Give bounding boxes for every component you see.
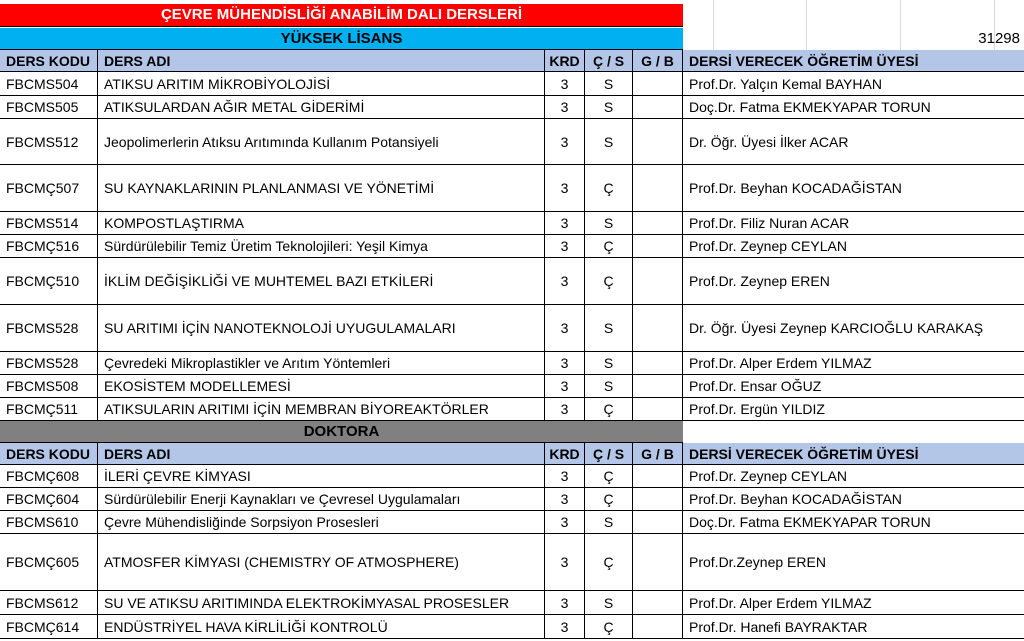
table-cell-krd: 3 <box>545 235 585 258</box>
table-cell-name: SU KAYNAKLARININ PLANLANMASI VE YÖNETİMİ <box>98 165 545 212</box>
gridline <box>713 0 714 50</box>
table-cell-krd: 3 <box>545 165 585 212</box>
table-cell-cs: Ç <box>585 398 633 421</box>
table-cell-teacher: Prof.Dr. Zeynep EREN <box>683 258 1024 305</box>
table-cell-krd: 3 <box>545 119 585 165</box>
table-cell-gb <box>633 96 683 119</box>
table-cell-teacher: Dr. Öğr. Üyesi Zeynep KARCIOĞLU KARAKAŞ <box>683 305 1024 352</box>
table-cell-gb <box>633 235 683 258</box>
table-cell-code: FBCMS514 <box>0 212 98 235</box>
table-cell-teacher: Prof.Dr. Ergün YILDIZ <box>683 398 1024 421</box>
table-cell-krd: 3 <box>545 305 585 352</box>
table-cell-teacher: Dr. Öğr. Üyesi İlker ACAR <box>683 119 1024 165</box>
table-cell-gb <box>633 488 683 511</box>
table-cell-cs: Ç <box>585 488 633 511</box>
document-number: 31298 <box>978 30 1020 47</box>
table-cell-code: FBCMS610 <box>0 511 98 534</box>
table-cell-krd: 3 <box>545 591 585 615</box>
table-cell-name: SU ARITIMI İÇİN NANOTEKNOLOJİ UYUGULAMALARI <box>98 305 545 352</box>
table-cell-name: Çevre Mühendisliğinde Sorpsiyon Prosesleri <box>98 511 545 534</box>
table-cell-code: FBCMS504 <box>0 72 98 96</box>
table-cell-teacher: Prof.Dr. Beyhan KOCADAĞİSTAN <box>683 165 1024 212</box>
table-cell-teacher: Prof.Dr. Alper Erdem YILMAZ <box>683 352 1024 375</box>
column-header-gb: G / B <box>633 443 683 465</box>
table-cell-name: EKOSİSTEM MODELLEMESİ <box>98 375 545 398</box>
table-cell-code: FBCMS612 <box>0 591 98 615</box>
column-header-krd: KRD <box>545 443 585 465</box>
column-header-name: DERS ADI <box>98 443 545 465</box>
table-cell-teacher: Prof.Dr. Beyhan KOCADAĞİSTAN <box>683 488 1024 511</box>
table-cell-code: FBCMS508 <box>0 375 98 398</box>
table-cell-code: FBCMÇ608 <box>0 465 98 488</box>
table-cell-krd: 3 <box>545 96 585 119</box>
table-cell-code: FBCMS505 <box>0 96 98 119</box>
table-cell-gb <box>633 305 683 352</box>
table-cell-cs: S <box>585 212 633 235</box>
table-cell-krd: 3 <box>545 258 585 305</box>
column-header-code: DERS KODU <box>0 50 98 72</box>
column-header-krd: KRD <box>545 50 585 72</box>
table-cell-code: FBCMS528 <box>0 352 98 375</box>
column-header-name: DERS ADI <box>98 50 545 72</box>
table-cell-code: FBCMÇ516 <box>0 235 98 258</box>
table-cell-cs: S <box>585 72 633 96</box>
section-header-doktora: DOKTORA <box>0 421 683 443</box>
table-cell-cs: Ç <box>585 165 633 212</box>
table-cell-krd: 3 <box>545 615 585 639</box>
table-cell-code: FBCMÇ511 <box>0 398 98 421</box>
table-cell-gb <box>633 119 683 165</box>
table-cell-cs: S <box>585 96 633 119</box>
column-header-cs: Ç / S <box>585 443 633 465</box>
table-cell-name: ATIKSULARDAN AĞIR METAL GİDERİMİ <box>98 96 545 119</box>
table-cell-code: FBCMÇ507 <box>0 165 98 212</box>
table-cell-krd: 3 <box>545 212 585 235</box>
section-header-yuksek-lisans: YÜKSEK LİSANS <box>0 28 683 50</box>
sheet-title: ÇEVRE MÜHENDİSLİĞİ ANABİLİM DALI DERSLERİ <box>0 4 683 27</box>
column-header-cs: Ç / S <box>585 50 633 72</box>
table-cell-cs: S <box>585 352 633 375</box>
table-cell-krd: 3 <box>545 352 585 375</box>
table-cell-krd: 3 <box>545 72 585 96</box>
table-cell-cs: S <box>585 511 633 534</box>
table-cell-gb <box>633 375 683 398</box>
table-cell-name: ENDÜSTRİYEL HAVA KİRLİLİĞİ KONTROLÜ <box>98 615 545 639</box>
gridline <box>900 0 901 50</box>
table-cell-gb <box>633 72 683 96</box>
table-cell-gb <box>633 165 683 212</box>
table-cell-gb <box>633 352 683 375</box>
column-header-gb: G / B <box>633 50 683 72</box>
table-cell-gb <box>633 511 683 534</box>
table-cell-name: Çevredeki Mikroplastikler ve Arıtım Yöntemleri <box>98 352 545 375</box>
table-cell-cs: Ç <box>585 258 633 305</box>
table-cell-code: FBCMS528 <box>0 305 98 352</box>
table-cell-gb <box>633 212 683 235</box>
table-cell-teacher: Prof.Dr. Filiz Nuran ACAR <box>683 212 1024 235</box>
table-cell-teacher: Prof.Dr. Ensar OĞUZ <box>683 375 1024 398</box>
table-cell-teacher: Prof.Dr. Zeynep CEYLAN <box>683 465 1024 488</box>
table-cell-teacher: Prof.Dr.Zeynep EREN <box>683 534 1024 591</box>
table-cell-code: FBCMÇ604 <box>0 488 98 511</box>
table-cell-name: ATIKSULARIN ARITIMI İÇİN MEMBRAN BİYOREAKTÖRLER <box>98 398 545 421</box>
table-cell-cs: S <box>585 119 633 165</box>
table-cell-code: FBCMÇ614 <box>0 615 98 639</box>
table-cell-teacher: Prof.Dr. Yalçın Kemal BAYHAN <box>683 72 1024 96</box>
table-cell-cs: S <box>585 591 633 615</box>
table-cell-krd: 3 <box>545 465 585 488</box>
table-cell-name: İLERİ ÇEVRE KİMYASI <box>98 465 545 488</box>
table-cell-teacher: Prof.Dr. Alper Erdem YILMAZ <box>683 591 1024 615</box>
table-cell-name: Jeopolimerlerin Atıksu Arıtımında Kullanım Potansiyeli <box>98 119 545 165</box>
table-cell-teacher: Prof.Dr. Zeynep CEYLAN <box>683 235 1024 258</box>
table-cell-gb <box>633 534 683 591</box>
table-cell-name: Sürdürülebilir Temiz Üretim Teknolojileri: Yeşil Kimya <box>98 235 545 258</box>
table-cell-cs: S <box>585 375 633 398</box>
table-cell-name: KOMPOSTLAŞTIRMA <box>98 212 545 235</box>
table-cell-cs: Ç <box>585 615 633 639</box>
table-cell-name: SU VE ATIKSU ARITIMINDA ELEKTROKİMYASAL PROSESLER <box>98 591 545 615</box>
table-cell-teacher: Prof.Dr. Hanefi BAYRAKTAR <box>683 615 1024 639</box>
table-cell-teacher: Doç.Dr. Fatma EKMEKYAPAR TORUN <box>683 511 1024 534</box>
table-cell-name: ATIKSU ARITIM MİKROBİYOLOJİSİ <box>98 72 545 96</box>
table-cell-gb <box>633 615 683 639</box>
table-cell-cs: Ç <box>585 235 633 258</box>
table-cell-code: FBCMS512 <box>0 119 98 165</box>
column-header-code: DERS KODU <box>0 443 98 465</box>
table-cell-krd: 3 <box>545 375 585 398</box>
table-cell-teacher: Doç.Dr. Fatma EKMEKYAPAR TORUN <box>683 96 1024 119</box>
table-cell-cs: Ç <box>585 465 633 488</box>
table-cell-cs: S <box>585 305 633 352</box>
table-cell-gb <box>633 258 683 305</box>
table-cell-cs: Ç <box>585 534 633 591</box>
table-cell-krd: 3 <box>545 511 585 534</box>
table-cell-gb <box>633 465 683 488</box>
table-cell-krd: 3 <box>545 534 585 591</box>
column-header-teacher: DERSİ VERECEK ÖĞRETİM ÜYESİ <box>683 443 1024 465</box>
table-cell-gb <box>633 591 683 615</box>
table-cell-gb <box>633 398 683 421</box>
table-cell-name: ATMOSFER KİMYASI (CHEMISTRY OF ATMOSPHERE) <box>98 534 545 591</box>
table-cell-name: İKLİM DEĞİŞİKLİĞİ VE MUHTEMEL BAZI ETKİLERİ <box>98 258 545 305</box>
table-cell-krd: 3 <box>545 488 585 511</box>
table-cell-krd: 3 <box>545 398 585 421</box>
gridline <box>806 0 807 50</box>
column-header-teacher: DERSİ VERECEK ÖĞRETİM ÜYESİ <box>683 50 1024 72</box>
table-cell-code: FBCMÇ605 <box>0 534 98 591</box>
table-cell-code: FBCMÇ510 <box>0 258 98 305</box>
table-cell-name: Sürdürülebilir Enerji Kaynakları ve Çevresel Uygulamaları <box>98 488 545 511</box>
